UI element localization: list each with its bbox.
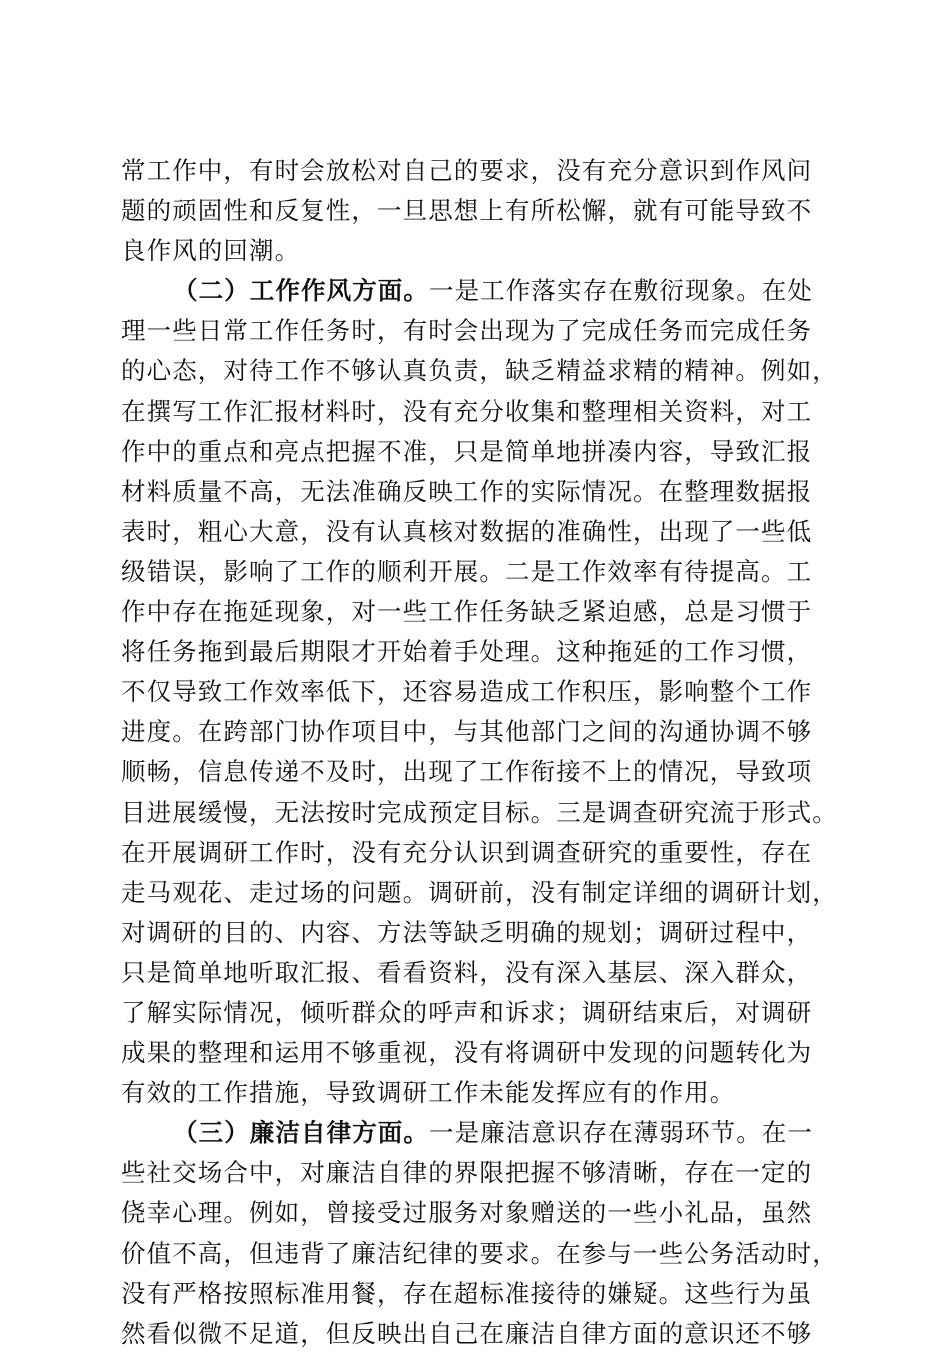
text-line-with-heading xyxy=(121,1113,841,1153)
text-line: 了解实际情况，倾听群众的呼声和诉求；调研结束后，对调研 xyxy=(121,997,813,1027)
text-line: 有效的工作措施，导致调研工作未能发挥应有的作用。 xyxy=(121,1078,736,1108)
text-line: 在开展调研工作时，没有充分认识到调查研究的重要性，存在 xyxy=(121,837,813,867)
text-line: 只是简单地听取汇报、看看资料，没有深入基层、深入群众， xyxy=(121,957,813,987)
text-line: 然看似微不足道，但反映出自己在廉洁自律方面的意识还不够 xyxy=(121,1318,813,1348)
text-line-with-heading xyxy=(121,271,841,311)
section-work-style xyxy=(121,271,841,1113)
text-line: 的心态，对待工作不够认真负责，缺乏精益求精的精神。例如， xyxy=(121,356,838,386)
text-line: 级错误，影响了工作的顺利开展。二是工作效率有待提高。工 xyxy=(121,556,813,586)
document-body xyxy=(121,151,841,1354)
text-line: 没有严格按照标准用餐，存在超标准接待的嫌疑。这些行为虽 xyxy=(121,1278,813,1308)
section-integrity xyxy=(121,1113,841,1354)
text-line: 价值不高，但违背了廉洁纪律的要求。在参与一些公务活动时， xyxy=(121,1238,838,1268)
text-line: 侥幸心理。例如，曾接受过服务对象赠送的一些小礼品，虽然 xyxy=(121,1198,813,1228)
section-heading-integrity: （三）廉洁自律方面。 xyxy=(173,1118,429,1148)
text-line: 顺畅，信息传递不及时，出现了工作衔接不上的情况，导致项 xyxy=(121,757,813,787)
text-line: 题的顽固性和反复性，一旦思想上有所松懈，就有可能导致不 xyxy=(121,196,813,226)
text-line: 在撰写工作汇报材料时，没有充分收集和整理相关资料，对工 xyxy=(121,396,813,426)
text-line: 常工作中，有时会放松对自己的要求，没有充分意识到作风问 xyxy=(121,156,813,185)
paragraph-continuation xyxy=(121,151,841,271)
text-line: 进度。在跨部门协作项目中，与其他部门之间的沟通协调不够 xyxy=(121,717,813,747)
text-line: 成果的整理和运用不够重视，没有将调研中发现的问题转化为 xyxy=(121,1038,813,1068)
text-line: 材料质量不高，无法准确反映工作的实际情况。在整理数据报 xyxy=(121,476,813,506)
text-line: 理一些日常工作任务时，有时会出现为了完成任务而完成任务 xyxy=(121,316,813,346)
text-line: 良作风的回潮。 xyxy=(121,236,301,266)
text-line: 作中的重点和亮点把握不准，只是简单地拼凑内容，导致汇报 xyxy=(121,436,813,466)
text-line: 走马观花、走过场的问题。调研前，没有制定详细的调研计划， xyxy=(121,877,838,907)
text-line: 目进展缓慢，无法按时完成预定目标。三是调查研究流于形式。 xyxy=(121,797,838,827)
text-line: 将任务拖到最后期限才开始着手处理。这种拖延的工作习惯， xyxy=(121,637,813,667)
text-line: 表时，粗心大意，没有认真核对数据的准确性，出现了一些低 xyxy=(121,516,813,546)
text-run: 一是廉洁意识存在薄弱环节。在一 xyxy=(429,1118,813,1148)
text-line: 不仅导致工作效率低下，还容易造成工作积压，影响整个工作 xyxy=(121,677,813,707)
text-line: 作中存在拖延现象，对一些工作任务缺乏紧迫感，总是习惯于 xyxy=(121,597,813,627)
section-heading-work-style: （二）工作作风方面。 xyxy=(173,276,429,306)
text-run: 一是工作落实存在敷衍现象。在处 xyxy=(429,276,813,306)
text-line: 对调研的目的、内容、方法等缺乏明确的规划；调研过程中， xyxy=(121,917,813,947)
text-line: 些社交场合中，对廉洁自律的界限把握不够清晰，存在一定的 xyxy=(121,1158,813,1188)
